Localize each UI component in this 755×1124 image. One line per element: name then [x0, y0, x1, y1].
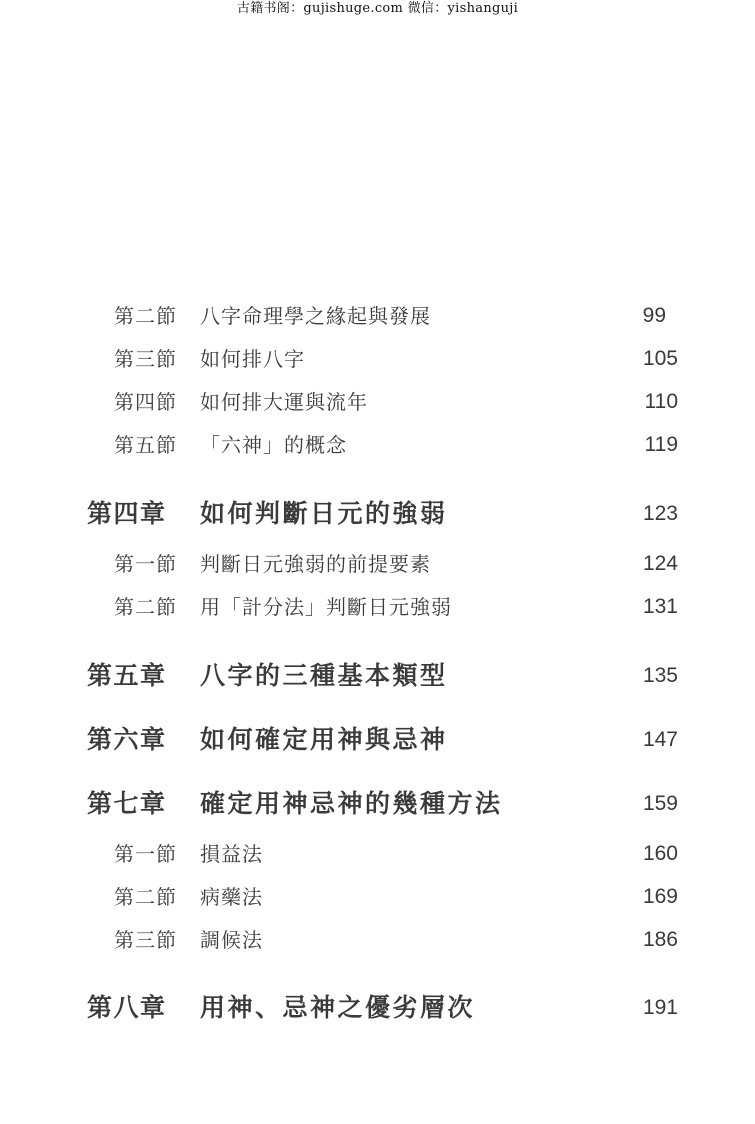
toc-chapter-label: 第四章: [87, 499, 167, 528]
toc-entry: [0, 546, 755, 582]
toc-chapter-title: 用神、忌神之優劣層次: [200, 993, 476, 1022]
toc-entry-title: 八字命理學之緣起與發展: [200, 304, 431, 328]
toc-entry: [0, 298, 755, 334]
toc-chapter-page: 123: [642, 502, 678, 525]
toc-chapter: [0, 722, 755, 758]
toc-chapter-page: 135: [642, 664, 678, 687]
toc-entry-label: 第一節: [114, 552, 177, 576]
toc-entry: [0, 836, 755, 872]
toc-entry-title: 病藥法: [200, 885, 263, 909]
toc-chapter: [0, 658, 755, 694]
toc-entry-label: 第五節: [114, 433, 177, 457]
toc-entry: [0, 922, 755, 958]
toc-entry-page: 169: [642, 885, 678, 908]
toc-entry-title: 判斷日元強弱的前提要素: [200, 552, 431, 576]
toc-entry-title: 調候法: [200, 928, 263, 952]
toc-entry-label: 第四節: [114, 390, 177, 414]
toc-entry: [0, 427, 755, 463]
toc-chapter-page: 159: [642, 792, 678, 815]
toc-entry: [0, 384, 755, 420]
toc-chapter-label: 第五章: [87, 661, 167, 690]
toc-chapter-label: 第七章: [87, 789, 167, 818]
toc-entry-page: 105: [642, 347, 678, 370]
toc-entry-title: 損益法: [200, 842, 263, 866]
toc-chapter-title: 八字的三種基本類型: [200, 661, 448, 690]
toc-entry-label: 第二節: [114, 304, 177, 328]
toc-chapter-page: 191: [642, 996, 678, 1019]
toc-chapter-title: 如何確定用神與忌神: [200, 725, 448, 754]
toc-entry-label: 第三節: [114, 928, 177, 952]
toc-entry: [0, 341, 755, 377]
toc-entry-page: 110: [644, 390, 678, 413]
toc-entry-title: 「六神」的概念: [200, 433, 347, 457]
toc-entry-page: 186: [642, 928, 678, 951]
toc-entry-title: 用「計分法」判斷日元強弱: [200, 595, 452, 619]
toc-entry-page: 99: [642, 304, 666, 327]
toc-entry-page: 160: [642, 842, 678, 865]
toc-entry-page: 119: [644, 433, 678, 456]
toc-entry-page: 124: [642, 552, 678, 575]
toc-entry-title: 如何排大運與流年: [200, 390, 368, 414]
toc-chapter: [0, 786, 755, 822]
toc-chapter-title: 確定用神忌神的幾種方法: [200, 789, 503, 818]
toc-chapter-label: 第八章: [87, 993, 167, 1022]
toc-entry-title: 如何排八字: [200, 347, 305, 371]
toc-chapter-label: 第六章: [87, 725, 167, 754]
toc-entry-label: 第三節: [114, 347, 177, 371]
toc-entry: [0, 589, 755, 625]
toc-entry-label: 第一節: [114, 842, 177, 866]
toc-chapter: [0, 990, 755, 1026]
toc-entry-page: 131: [642, 595, 678, 618]
watermark-text: 古籍书阁：gujishuge.com 微信：yishanguji: [236, 1, 519, 16]
toc-entry-label: 第二節: [114, 595, 177, 619]
toc-chapter: [0, 496, 755, 532]
toc-chapter-title: 如何判斷日元的強弱: [200, 499, 448, 528]
toc-entry: [0, 879, 755, 915]
toc-entry-label: 第二節: [114, 885, 177, 909]
toc-chapter-page: 147: [642, 728, 678, 751]
